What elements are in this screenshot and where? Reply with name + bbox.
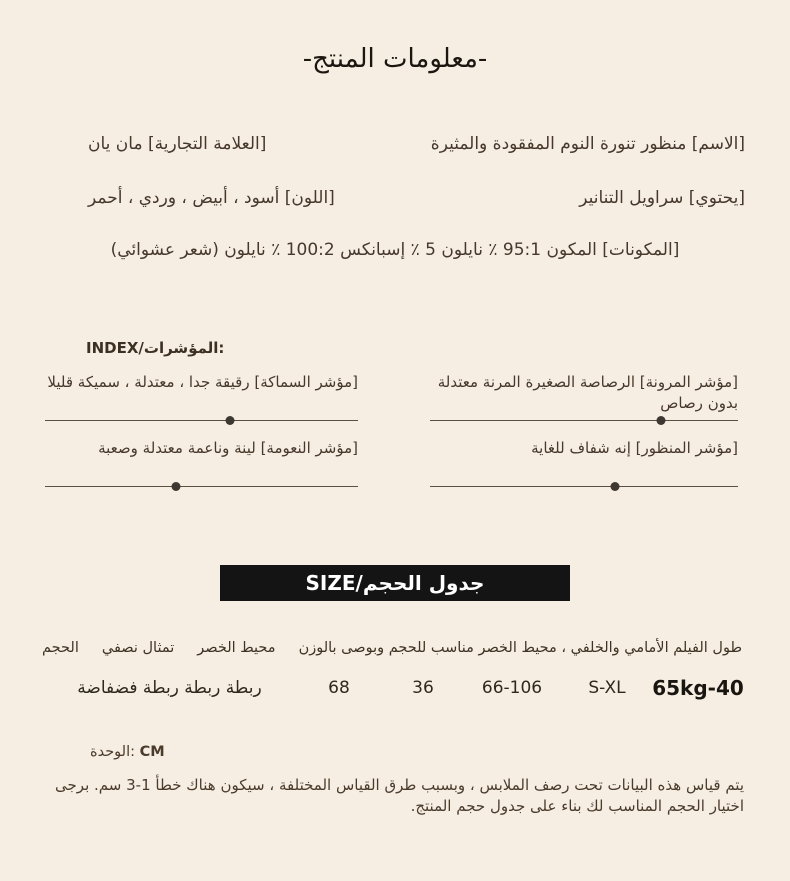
slider-line: [45, 486, 358, 487]
measurement-disclaimer: يتم قياس هذه البيانات تحت رصف الملابس ، وبسبب طرق القياس المختلفة ، سيكون هناك خطأ 1-3 سم. برجى اختيار الحجم المناسب لك بناء على جدول حجم المنتج.: [55, 776, 744, 815]
column-header-size: الحجم: [42, 640, 79, 656]
unit-label: الوحدة:: [90, 744, 135, 760]
unit-note: [0, 743, 790, 762]
slider-dot: [172, 482, 181, 491]
info-row-contains-color: [0, 186, 790, 210]
slider-line: [45, 420, 358, 421]
indicator-grid: [0, 359, 790, 491]
indicator-thickness: [45, 372, 358, 425]
cell-tie-style: ربطة ربطة ربطة فضفاضة: [77, 678, 262, 698]
column-header-bust: تمثال نصفي: [101, 640, 175, 656]
slider-dot: [225, 416, 234, 425]
size-table-data-row: [0, 673, 790, 703]
indicator-transparency-label: [مؤشر المنظور] إنه شفاف للغاية: [531, 439, 738, 457]
indicator-softness-slider: [45, 482, 358, 491]
indicator-thickness-label: [مؤشر السماكة] رقيقة جدا ، معتدلة ، سميكة قليلا: [47, 373, 358, 391]
color-options-text: [اللون] أسود ، أبيض ، وردي ، أحمر: [88, 188, 335, 208]
indicator-elasticity-label: [مؤشر المرونة] الرصاصة الصغيرة المرنة معتدلة بدون رصاص: [437, 373, 738, 412]
size-table-header-row: [0, 638, 790, 658]
cell-value-68: 68: [328, 678, 350, 698]
index-section-heading: INDEX/المؤشرات:: [86, 339, 225, 357]
page-title: -معلومات المنتج-: [302, 44, 488, 74]
column-header-waist: محيط الخصر: [197, 640, 276, 656]
cell-value-36: 36: [412, 678, 434, 698]
indicator-softness: [45, 438, 358, 491]
product-name-text: [الاسم] منظور تنورة النوم المفقودة والمثيرة: [430, 134, 745, 154]
slider-dot: [657, 416, 666, 425]
indicator-transparency-slider: [430, 482, 738, 491]
indicator-softness-label: [مؤشر النعومة] لينة وناعمة معتدلة وصعبة: [98, 439, 358, 457]
slider-line: [430, 486, 738, 487]
unit-value: CM: [139, 744, 165, 760]
indicator-transparency: [430, 438, 738, 491]
cell-size-range: S-XL: [588, 678, 626, 698]
indicator-elasticity-slider: [430, 416, 738, 425]
brand-text: [العلامة التجارية] مان يان: [88, 134, 267, 154]
ingredients-text: [المكونات] المكون 95:1 ٪ نايلون 5 ٪ إسبانكس 100:2 ٪ نايلون (شعر عشوائي): [110, 240, 680, 260]
slider-dot: [610, 482, 619, 491]
info-row-name-brand: [0, 132, 790, 156]
cell-waist-range: 66-106: [481, 678, 543, 698]
contains-text: [يحتوي] سراويل التنانير: [579, 188, 745, 208]
column-header-length-waist-weight: طول الفيلم الأمامي والخلفي ، محيط الخصر مناسب للحجم وبوصى بالوزن: [298, 640, 742, 656]
indicator-elasticity: [430, 372, 738, 425]
size-chart-banner-label: جدول الحجم/SIZE: [305, 571, 485, 595]
slider-line: [430, 420, 738, 421]
indicator-thickness-slider: [45, 416, 358, 425]
size-chart-banner: [220, 565, 570, 601]
cell-weight-range: 65kg-40: [652, 676, 744, 700]
